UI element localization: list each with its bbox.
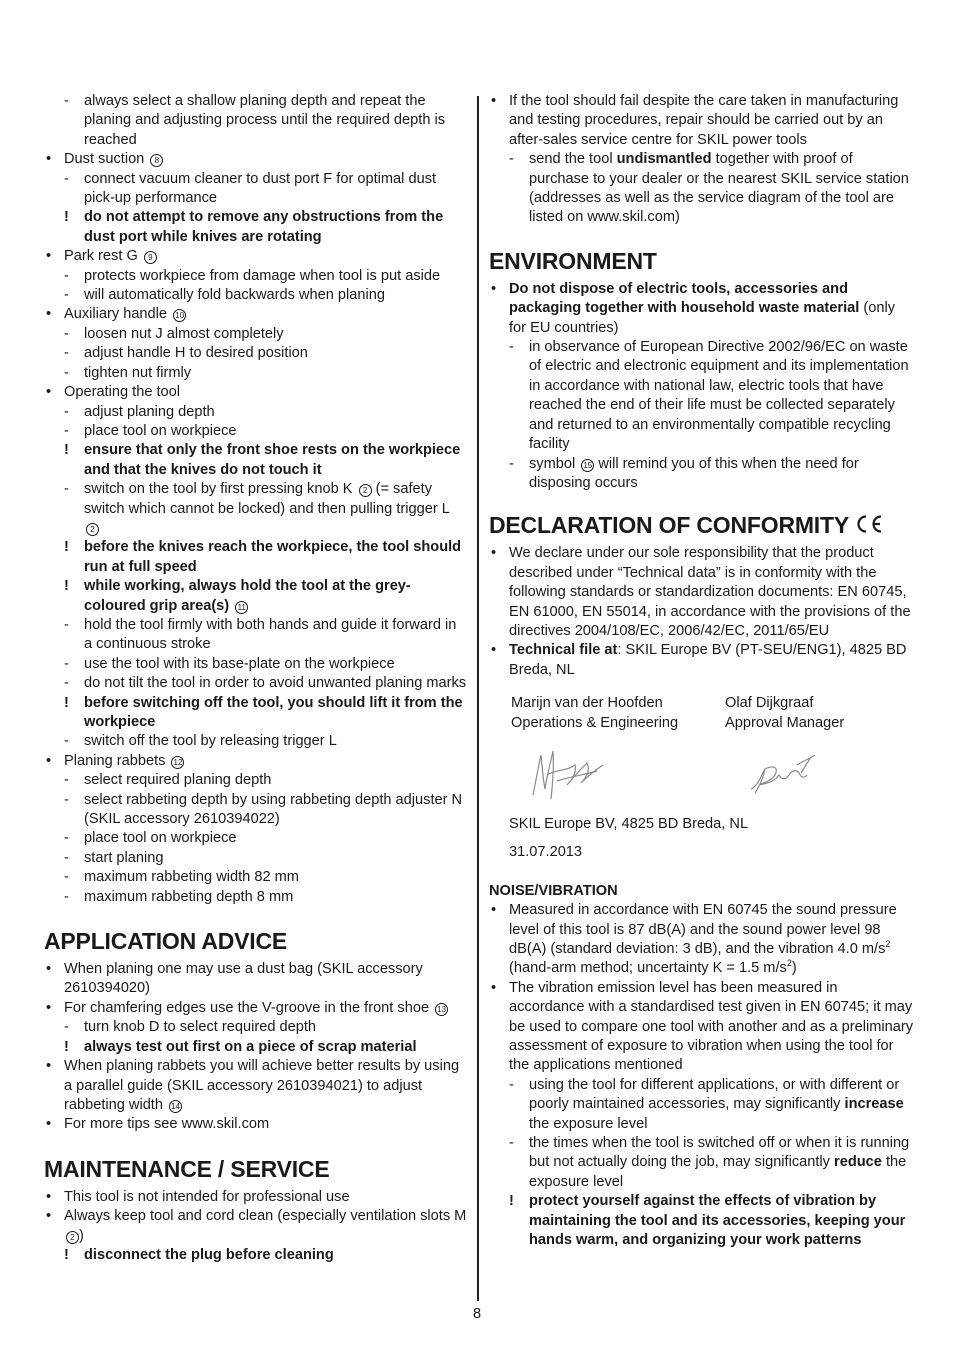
section-heading-declaration: DECLARATION OF CONFORMITY (489, 511, 914, 539)
list-item: - use the tool with its base-plate on the workpiece (64, 655, 395, 672)
warning-item: ! ensure that only the front shoe rests on the workpiece and that the knives do not touch it (64, 442, 461, 478)
warning-item: ! protect yourself against the effects of vibration by maintaining the tool and its accessories, keeping your hands warm, and organizing your work patterns (509, 1193, 906, 1249)
company-address: SKIL Europe BV, 4825 BD Breda, NL (509, 815, 749, 832)
signature-2-image (741, 745, 821, 805)
list-item: • When planing rabbets you will achieve better results by using a parallel guide (SKIL accessory 2610394021) to adjust rabbeting width 14 (46, 1058, 460, 1113)
list-item: - maximum rabbeting depth 8 mm (64, 888, 294, 905)
list-item: - will automatically fold backwards when planing (64, 287, 385, 304)
warning-item: ! before switching off the tool, you should lift it from the workpiece (64, 694, 463, 730)
list-item: - select required planing depth (64, 772, 272, 789)
list-item: • If the tool should fail despite the care taken in manufacturing and testing procedures, repair should be carried out by an after-sales service centre for SKIL power tools (491, 93, 899, 148)
column-divider (477, 96, 479, 1301)
list-item: - tighten nut firmly (64, 364, 192, 381)
signatory-2: Olaf Dijkgraaf Approval Manager (725, 695, 845, 731)
warning-item: ! disconnect the plug before cleaning (64, 1246, 334, 1263)
figure-ref-8: 8 (150, 154, 163, 167)
figure-ref-2: 2 (359, 484, 372, 497)
figure-ref-14: 14 (169, 1100, 182, 1113)
list-item: - do not tilt the tool in order to avoid unwanted planing marks (64, 675, 467, 692)
warning-item: ! before the knives reach the workpiece, the tool should run at full speed (64, 539, 462, 575)
list-item: • Technical file at: SKIL Europe BV (PT-SEU/ENG1), 4825 BD Breda, NL (491, 642, 907, 678)
signature-1-image (527, 745, 607, 805)
list-item-planing-rabbets: • Planing rabbets 12 (44, 752, 468, 771)
ce-mark-icon (855, 514, 883, 534)
list-item: - adjust handle H to desired position (64, 345, 308, 362)
list-item-park-rest: • Park rest G 9 (44, 247, 468, 266)
list-item: • The vibration emission level has been measured in accordance with a standardised test given in EN 60745; it may be used to compare one tool with another and as a preliminary assessment of exposure to vibration when using the tool for the applications mentioned (491, 979, 914, 1074)
list-item: - always select a shallow planing depth and repeat the planing and adjusting process until the required depth is reached (64, 93, 446, 148)
figure-ref-15: 15 (581, 459, 594, 472)
page-number: 8 (472, 1306, 482, 1322)
declaration-date: 31.07.2013 (509, 844, 583, 861)
figure-ref-2: 2 (86, 523, 99, 536)
figure-ref-13: 13 (435, 1003, 448, 1016)
right-column (489, 92, 914, 1251)
warning-item: ! while working, always hold the tool at the grey-coloured grip area(s) 11 (64, 578, 411, 614)
list-item: • When planing one may use a dust bag (SKIL accessory 2610394020) (46, 961, 423, 997)
section-heading-environment: ENVIRONMENT (489, 247, 657, 274)
left-column (44, 92, 468, 1265)
list-item: • We declare under our sole responsibility that the product described under “Technical data” is in conformity with the following standards or standardization documents: EN 60745, EN 61000, EN 55014, in accordance with the provisions of the directives 2004/108/EC, 2006/42/EC, 2011/65/EU (491, 545, 911, 639)
list-item: • For more tips see www.skil.com (46, 1116, 270, 1133)
list-item: - turn knob D to select required depth (64, 1019, 317, 1036)
list-item: • For chamfering edges use the V-groove in the front shoe 13 (44, 999, 468, 1018)
list-item: - place tool on workpiece (64, 422, 237, 439)
section-heading-application-advice: APPLICATION ADVICE (44, 928, 288, 955)
list-item: - connect vacuum cleaner to dust port F for optimal dust pick-up performance (64, 170, 437, 207)
section-heading-noise-vibration: NOISE/VIBRATION (489, 882, 618, 899)
list-item: - maximum rabbeting width 82 mm (64, 869, 299, 886)
list-item: - send the tool undismantled together with proof of purchase to your dealer or the nearest SKIL service station (addresses as well as the service diagram of the tool are listed on www.skil.com) (509, 151, 909, 226)
list-item: - select rabbeting depth by using rabbeting depth adjuster N (SKIL accessory 2610394022) (64, 791, 463, 828)
list-item: - start planing (64, 849, 164, 866)
list-item-operating: • Operating the tool (46, 384, 181, 401)
list-item: - using the tool for different applications, or with different or poorly maintained accessories, may significantly increase the exposure level (509, 1076, 904, 1132)
list-item: - in observance of European Directive 2002/96/EC on waste of electric and electronic equipment and its implementation in accordance with national law, electric tools that have reached the end of their life must be collected separately and returned to an environmentally compatible recycling facility (509, 339, 909, 453)
list-item-dust-suction: • Dust suction 8 (44, 150, 468, 169)
warning-item: ! do not attempt to remove any obstructions from the dust port while knives are rotating (64, 209, 444, 245)
figure-ref-12: 12 (171, 756, 184, 769)
list-item: - place tool on workpiece (64, 830, 237, 847)
list-item: - switch off the tool by releasing trigger L (64, 733, 337, 750)
list-item: • Measured in accordance with EN 60745 the sound pressure level of this tool is 87 dB(A) and the sound power level 98 dB(A) (standard deviation: 3 dB), and the vibration 4.0 $m/s^2$ (hand-arm method; uncertainty K = 1.5 $m/s^2$) (491, 902, 897, 977)
list-item: - hold the tool firmly with both hands and guide it forward in a continuous stroke (64, 616, 457, 653)
list-item: • This tool is not intended for professional use (46, 1188, 350, 1205)
list-item: - adjust planing depth (64, 403, 215, 420)
figure-ref-11: 11 (235, 601, 248, 614)
warning-item: ! always test out first on a piece of scrap material (64, 1038, 417, 1055)
figure-ref-9: 9 (144, 251, 157, 264)
signatories (489, 694, 914, 733)
signature-images (489, 745, 914, 809)
list-item: - switch on the tool by first pressing knob K 2 (= safety switch which cannot be locked) and then pulling trigger L 2 (64, 481, 450, 534)
list-item: - protects workpiece from damage when tool is put aside (64, 267, 441, 284)
section-heading-maintenance: MAINTENANCE / SERVICE (44, 1155, 330, 1182)
signatory-1: Marijn van der Hoofden Operations & Engineering (511, 695, 679, 731)
figure-ref-2: 2 (66, 1231, 79, 1244)
list-item-auxiliary-handle: • Auxiliary handle 10 (44, 305, 468, 324)
list-item: - loosen nut J almost completely (64, 325, 284, 342)
list-item: • Always keep tool and cord clean (especially ventilation slots M2 ) (46, 1208, 467, 1244)
list-item: - symbol 15 will remind you of this when the need for disposing occurs (509, 455, 859, 491)
figure-ref-10: 10 (173, 309, 186, 322)
list-item: - the times when the tool is switched off or when it is running but not actually doing the job, may significantly reduce the exposure level (509, 1135, 910, 1190)
list-item: • Do not dispose of electric tools, accessories and packaging together with household waste material (only for EU countries) (491, 280, 896, 336)
